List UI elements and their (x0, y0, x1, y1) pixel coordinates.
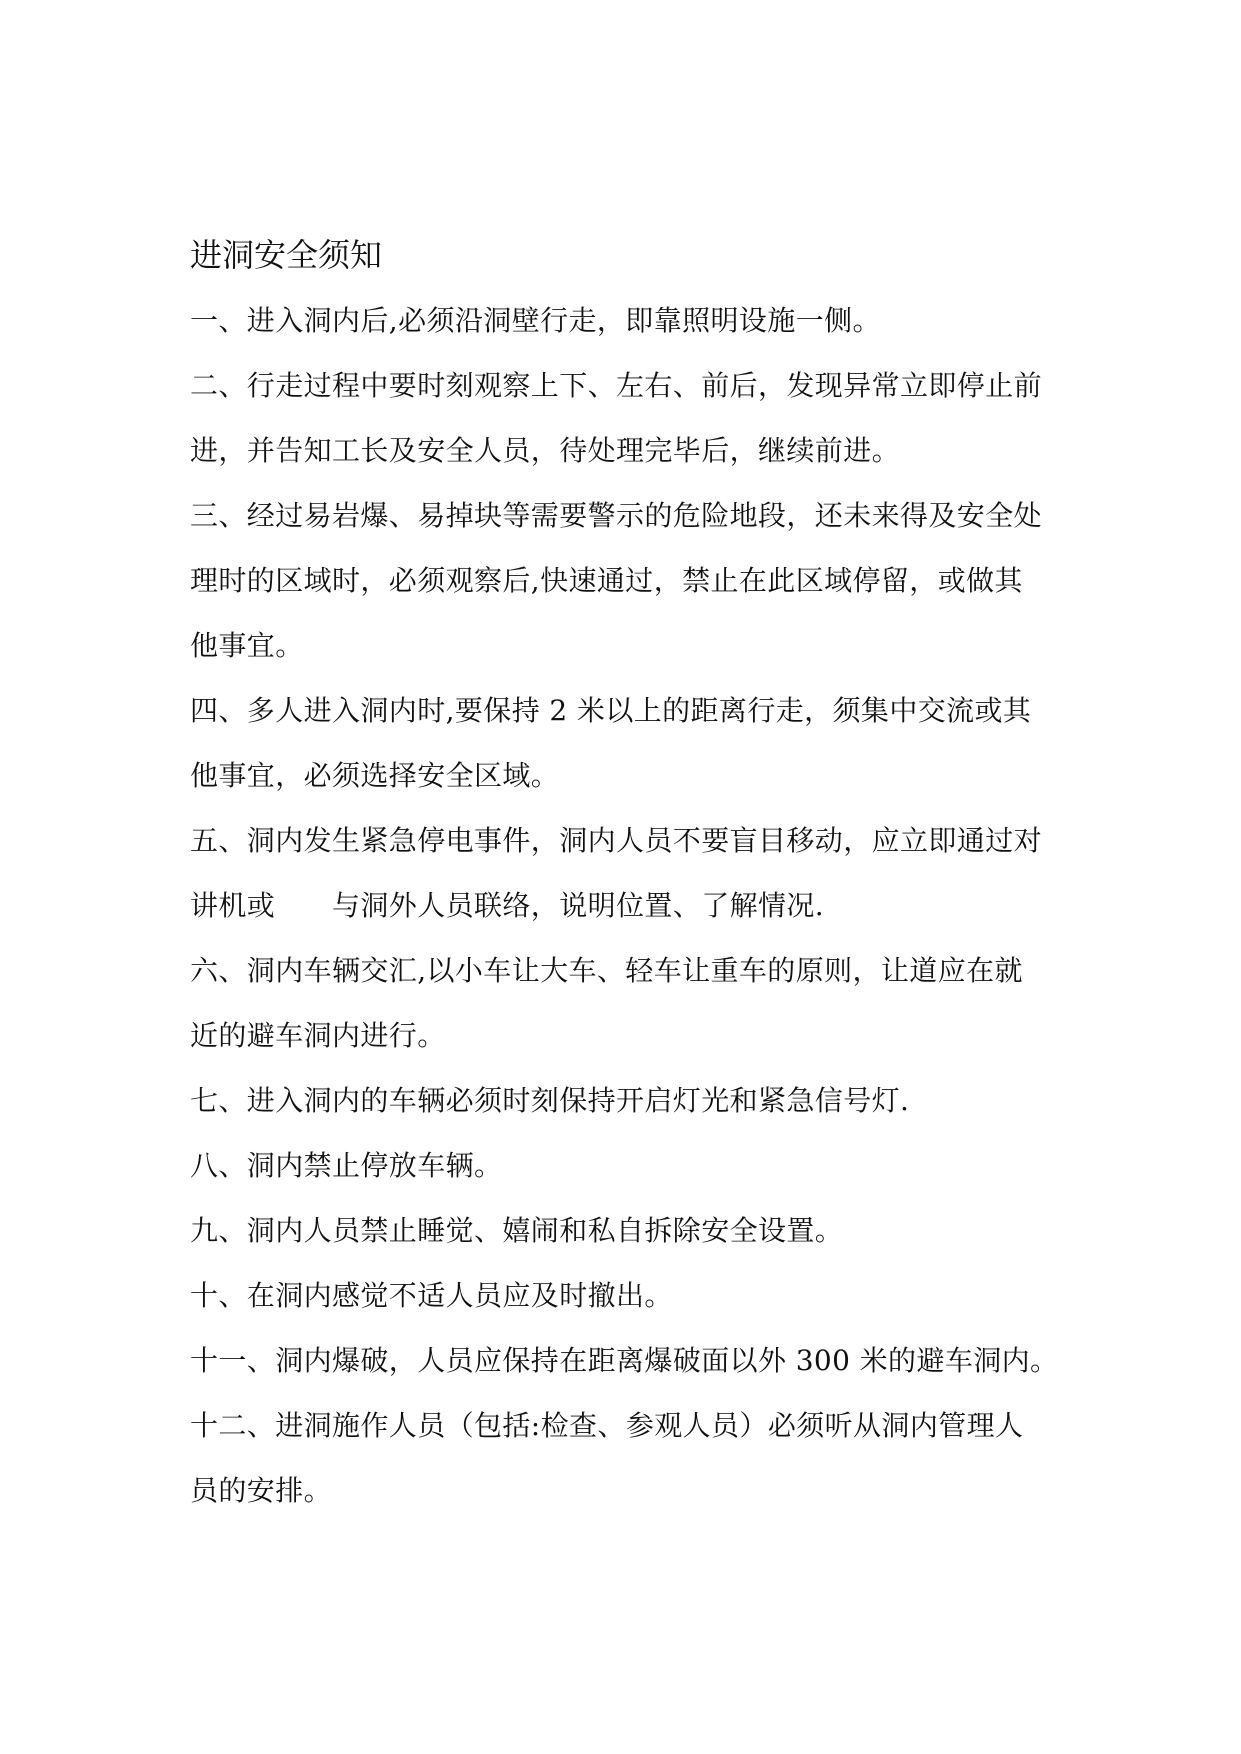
rule-6 (190, 938, 1070, 1068)
rule-line: 讲机或 与洞外人员联络，说明位置、了解情况. (190, 889, 825, 922)
rule-4 (190, 678, 1070, 808)
rule-7 (190, 1068, 1070, 1133)
document-body (190, 222, 1070, 1523)
rule-line: 四、多人进入洞内时,要保持 2 米以上的距离行走，须集中交流或其 (190, 694, 1032, 727)
rule-2 (190, 353, 1070, 483)
rule-1 (190, 288, 1070, 353)
rule-line: 近的避车洞内进行。 (190, 1019, 446, 1052)
rule-9 (190, 1198, 1070, 1263)
rule-line: 他事宜。 (190, 629, 304, 662)
rule-line: 理时的区域时，必须观察后,快速通过，禁止在此区域停留，或做其 (190, 564, 1023, 597)
rule-line: 员的安排。 (190, 1474, 333, 1507)
rule-5 (190, 808, 1070, 938)
rule-10 (190, 1263, 1070, 1328)
rule-line: 十、在洞内感觉不适人员应及时撤出。 (190, 1279, 673, 1312)
rule-3 (190, 483, 1070, 678)
rule-11 (190, 1328, 1070, 1393)
rule-line: 二、行走过程中要时刻观察上下、左右、前后，发现异常立即停止前 (190, 369, 1043, 402)
rule-line: 九、洞内人员禁止睡觉、嬉闹和私自拆除安全设置。 (190, 1214, 844, 1247)
rule-8 (190, 1133, 1070, 1198)
rule-line: 六、洞内车辆交汇,以小车让大车、轻车让重车的原则，让道应在就 (190, 954, 1023, 987)
document-title: 进洞安全须知 (190, 236, 383, 274)
rule-line: 十一、洞内爆破，人员应保持在距离爆破面以外 300 米的避车洞内。 (190, 1344, 1059, 1377)
rule-line: 七、进入洞内的车辆必须时刻保持开启灯光和紧急信号灯. (190, 1084, 910, 1117)
rule-line: 八、洞内禁止停放车辆。 (190, 1149, 503, 1182)
rule-line: 一、进入洞内后,必须沿洞壁行走，即靠照明设施一侧。 (190, 304, 881, 337)
rule-line: 三、经过易岩爆、易掉块等需要警示的危险地段，还未来得及安全处 (190, 499, 1043, 532)
rule-line: 进，并告知工长及安全人员，待处理完毕后，继续前进。 (190, 434, 901, 467)
rule-12 (190, 1393, 1070, 1523)
rule-line: 他事宜，必须选择安全区域。 (190, 759, 560, 792)
rule-line: 十二、进洞施作人员（包括:检查、参观人员）必须听从洞内管理人 (190, 1409, 1024, 1442)
rule-line: 五、洞内发生紧急停电事件，洞内人员不要盲目移动，应立即通过对 (190, 824, 1043, 857)
